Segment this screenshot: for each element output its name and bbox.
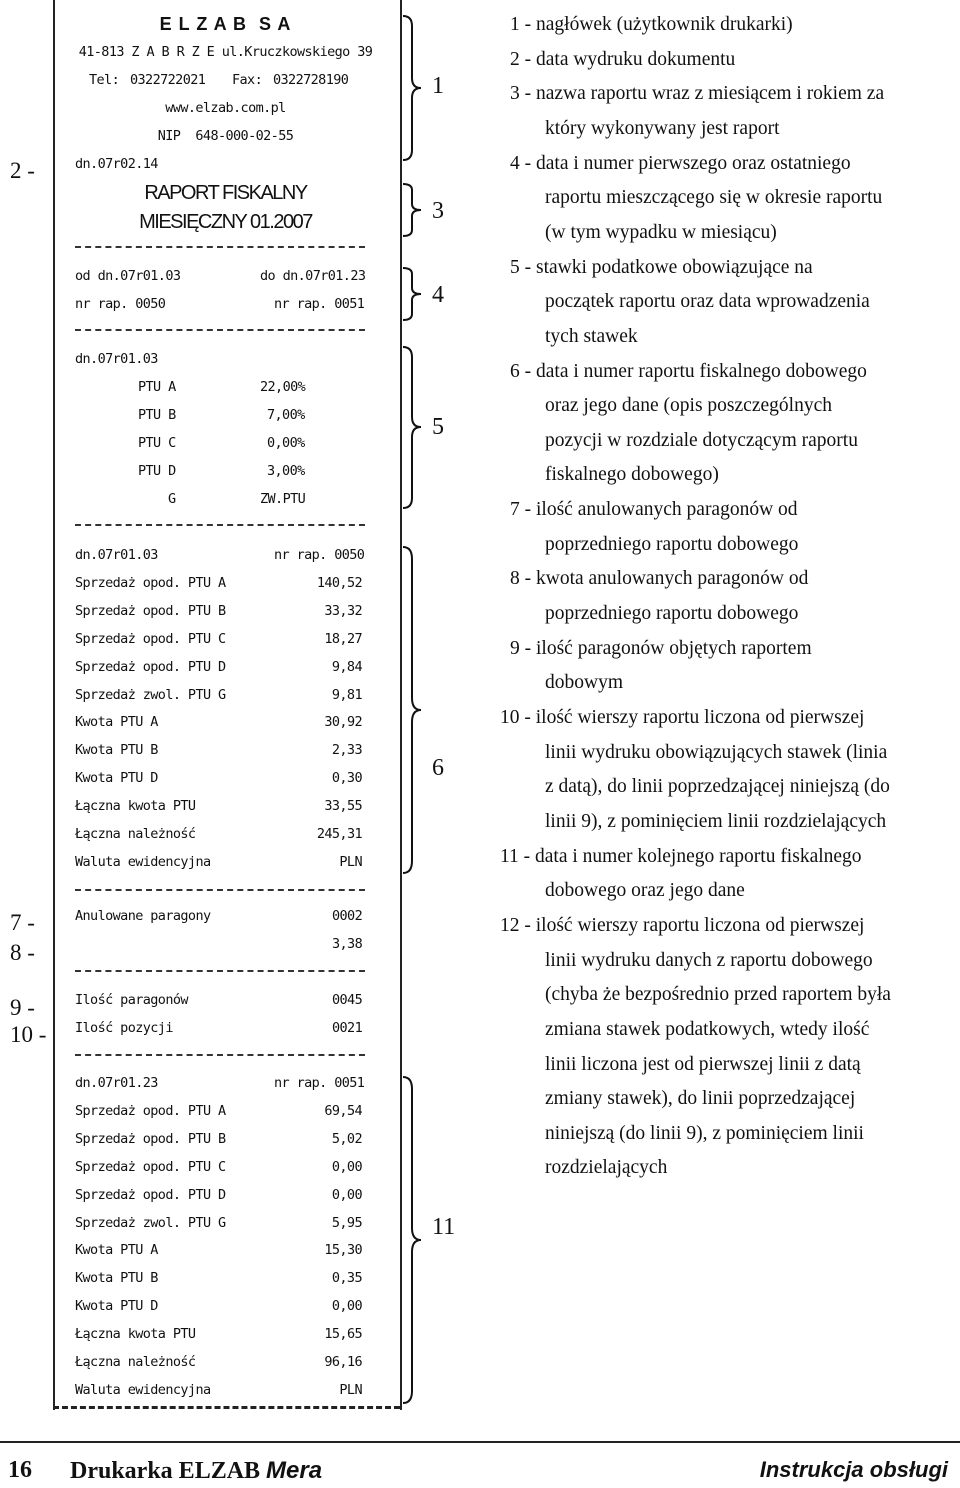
daily-row-label: Sprzedaż opod. PTU D [75,658,226,675]
range-nr-from: nr rap. 0050 [75,296,166,312]
brace-label-6: 6 [432,755,444,781]
legend-continuation: linii wydruku danych z raportu dobowego [545,949,873,971]
daily-row-value: 5,95 [331,1214,362,1231]
legend-continuation: (chyba że bezpośrednio przed raportem była [545,984,891,1006]
daily-row-value: 33,55 [324,798,362,815]
daily-row-value: 9,84 [331,658,362,675]
daily-row-label: Waluta ewidencyjna [75,853,211,870]
legend-item: 4 - data i numer pierwszego oraz ostatniego [510,152,851,174]
daily-row-value: 15,30 [324,1242,362,1259]
receipt-fax-label: Fax: [232,72,263,88]
legend-continuation: poprzedniego raportu dobowego [545,603,799,625]
daily-row-value: 140,52 [316,574,362,591]
receipt-separator [75,329,365,331]
rate-value: 3,00% [267,463,305,479]
brace-11 [400,1075,424,1405]
brace-label-4: 4 [432,282,444,308]
cancelled-count: 0002 [332,908,363,924]
legend-item: 8 - kwota anulowanych paragonów od [510,568,809,590]
daily-report-date: dn.07r01.23 [75,1075,158,1091]
daily-row-label: Sprzedaż opod. PTU B [75,602,226,619]
receipt-nip: NIP 648-000-02-55 [157,128,294,144]
brace-3 [400,182,424,238]
cancelled-amount: 3,38 [332,936,363,952]
footer-title-text: Drukarka ELZAB [70,1458,261,1484]
marker-10: 10 - [10,1022,47,1047]
receipt-tel: 0322722021 [130,72,206,88]
daily-row-value: 245,31 [316,826,362,842]
legend-continuation: niniejszą (do linii 9), z pominięciem linii [545,1122,864,1144]
receipt-separator [75,524,365,526]
range-from: od dn.07r01.03 [75,268,181,284]
rates-date: dn.07r01.03 [75,351,158,367]
daily-row-value: 69,54 [324,1102,362,1119]
receipt-address: 41-813 Z A B R Z E ul.Kruczkowskiego 39 [78,44,373,60]
daily-row-label: Łączna kwota PTU [75,798,196,815]
daily-row-label: Sprzedaż opod. PTU D [75,1186,226,1203]
receipt-fax: 0322728190 [273,72,349,88]
legend-continuation: poprzedniego raportu dobowego [545,533,799,555]
daily-row-label: Sprzedaż opod. PTU B [75,1130,226,1147]
marker-2: 2 - [10,158,35,183]
daily-row-value: 0,35 [331,1270,362,1287]
brace-1 [400,14,424,162]
receipt-separator [75,246,365,248]
daily-row-label: Łączna należność [75,1354,196,1370]
legend-continuation: z datą), do linii poprzedzającej niniejszą (do [545,776,890,798]
rate-label: PTU C [138,435,176,451]
legend-continuation: raportu mieszczącego się w okresie raportu [545,187,883,209]
rate-value: ZW.PTU [260,491,306,507]
marker-8: 8 - [10,940,35,965]
daily-row-value: 96,16 [324,1354,362,1370]
daily-row-value: 9,81 [331,686,362,703]
receipts-count-value: 0045 [332,992,363,1008]
range-nr-to: nr rap. 0051 [274,296,365,312]
legend-continuation: linii 9), z pominięciem linii rozdzielających [545,810,887,832]
legend-item: 11 - data i numer kolejnego raportu fiskalnego [500,845,862,867]
daily-row-label: Sprzedaż opod. PTU A [75,574,226,591]
legend-item: 5 - stawki podatkowe obowiązujące na [510,256,813,278]
legend-item: 6 - data i numer raportu fiskalnego dobowego [510,360,867,382]
marker-7: 7 - [10,910,35,935]
legend-continuation: pozycji w rozdziale dotyczącym raportu [545,429,858,451]
legend-continuation: fiskalnego dobowego) [545,464,719,486]
legend-continuation: dobowego oraz jego dane [545,880,745,902]
legend-continuation: początek raportu oraz data wprowadzenia [545,291,870,313]
rate-label: PTU B [138,407,176,423]
daily-row-label: Kwota PTU B [75,742,158,759]
daily-row-value: 15,65 [324,1326,362,1343]
footer-title [70,1457,322,1485]
daily-row-value: 0,00 [331,1298,362,1315]
receipt-tear-edge [53,1406,400,1409]
legend-item: 9 - ilość paragonów objętych raportem [510,637,812,659]
report-title-line1: RAPORT FISKALNY [144,182,307,204]
legend-continuation: tych stawek [545,325,638,347]
marker-9: 9 - [10,995,35,1020]
legend-continuation: dobowym [545,672,623,694]
brace-label-3: 3 [432,198,444,224]
legend-continuation: linii wydruku obowiązujących stawek (linia [545,741,888,763]
rate-value: 0,00% [267,435,305,451]
daily-row-label: Łączna należność [75,826,196,842]
daily-row-value: PLN [339,1381,362,1398]
legend-continuation: zmiana stawek podatkowych, wtedy ilość [545,1018,870,1040]
daily-row-label: Sprzedaż zwol. PTU G [75,686,226,703]
brace-4 [400,266,424,322]
daily-row-value: 5,02 [331,1130,362,1147]
daily-row-label: Sprzedaż zwol. PTU G [75,1214,226,1231]
receipts-count-label: Ilość paragonów [75,992,188,1008]
daily-row-value: 30,92 [324,714,362,731]
daily-row-value: 0,00 [331,1158,362,1175]
rate-value: 22,00% [260,379,306,395]
footer-model: Mera [266,1457,323,1484]
receipt-company: E L Z A B S A [159,14,292,34]
footer-manual-title: Instrukcja obsługi [759,1457,948,1482]
legend-item: 10 - ilość wierszy raportu liczona od pierwszej [500,707,865,728]
legend-continuation: (w tym wypadku w miesiącu) [545,221,777,243]
legend-continuation: rozdzielających [545,1157,668,1179]
brace-label-5: 5 [432,414,444,440]
rate-label: PTU A [138,379,176,395]
legend-continuation: oraz jego dane (opis poszczególnych [545,395,832,417]
receipt-www: www.elzab.com.pl [165,100,286,116]
daily-row-value: PLN [339,853,362,870]
daily-row-value: 33,32 [324,602,362,619]
brace-6 [400,545,424,875]
legend-item: 3 - nazwa raportu wraz z miesiącem i rokiem za [510,83,885,105]
daily-report-number: nr rap. 0050 [274,547,365,563]
daily-row-label: Kwota PTU D [75,1298,158,1315]
daily-row-label: Kwota PTU B [75,1270,158,1287]
daily-row-label: Sprzedaż opod. PTU C [75,1158,226,1175]
receipt-print-date: dn.07r02.14 [75,156,158,172]
rate-value: 7,00% [267,407,305,423]
brace-label-11: 11 [432,1214,456,1240]
daily-row-value: 18,27 [324,630,362,647]
daily-row-label: Kwota PTU A [75,714,158,731]
daily-row-label: Kwota PTU A [75,1242,158,1259]
brace-5 [400,345,424,510]
positions-count-label: Ilość pozycji [75,1020,173,1036]
receipt-separator [75,1054,365,1056]
brace-label-1: 1 [432,73,444,99]
legend-continuation: który wykonywany jest raport [545,117,780,139]
daily-row-value: 0,00 [331,1186,362,1203]
legend-item: 1 - nagłówek (użytkownik drukarki) [510,14,793,35]
legend-continuation: linii liczona jest od pierwszej linii z datą [545,1053,861,1075]
receipt-tel-label: Tel: [89,72,120,88]
rate-label: PTU D [138,463,176,479]
daily-report-number: nr rap. 0051 [274,1075,365,1091]
page-number: 16 [8,1457,32,1483]
cancelled-label: Anulowane paragony [75,908,211,924]
rate-label: G [168,491,176,507]
daily-row-label: Łączna kwota PTU [75,1326,196,1343]
daily-row-label: Sprzedaż opod. PTU A [75,1102,226,1119]
daily-row-label: Kwota PTU D [75,770,158,787]
daily-row-value: 2,33 [331,742,362,759]
daily-row-label: Sprzedaż opod. PTU C [75,630,226,647]
positions-count-value: 0021 [332,1020,363,1036]
daily-report-date: dn.07r01.03 [75,547,158,563]
daily-row-label: Waluta ewidencyjna [75,1381,211,1398]
legend-item: 2 - data wydruku dokumentu [510,48,736,70]
receipt-separator [75,889,365,891]
report-title-line2: MIESIĘCZNY 01.2007 [139,211,312,233]
daily-row-value: 0,30 [331,770,362,787]
range-to: do dn.07r01.23 [260,268,366,284]
legend-item: 7 - ilość anulowanych paragonów od [510,499,798,521]
legend-item: 12 - ilość wierszy raportu liczona od pierwszej [500,914,865,936]
receipt-separator [75,970,365,972]
footer-rule [0,1441,960,1443]
legend-continuation: zmiany stawek), do linii poprzedzającej [545,1088,856,1110]
